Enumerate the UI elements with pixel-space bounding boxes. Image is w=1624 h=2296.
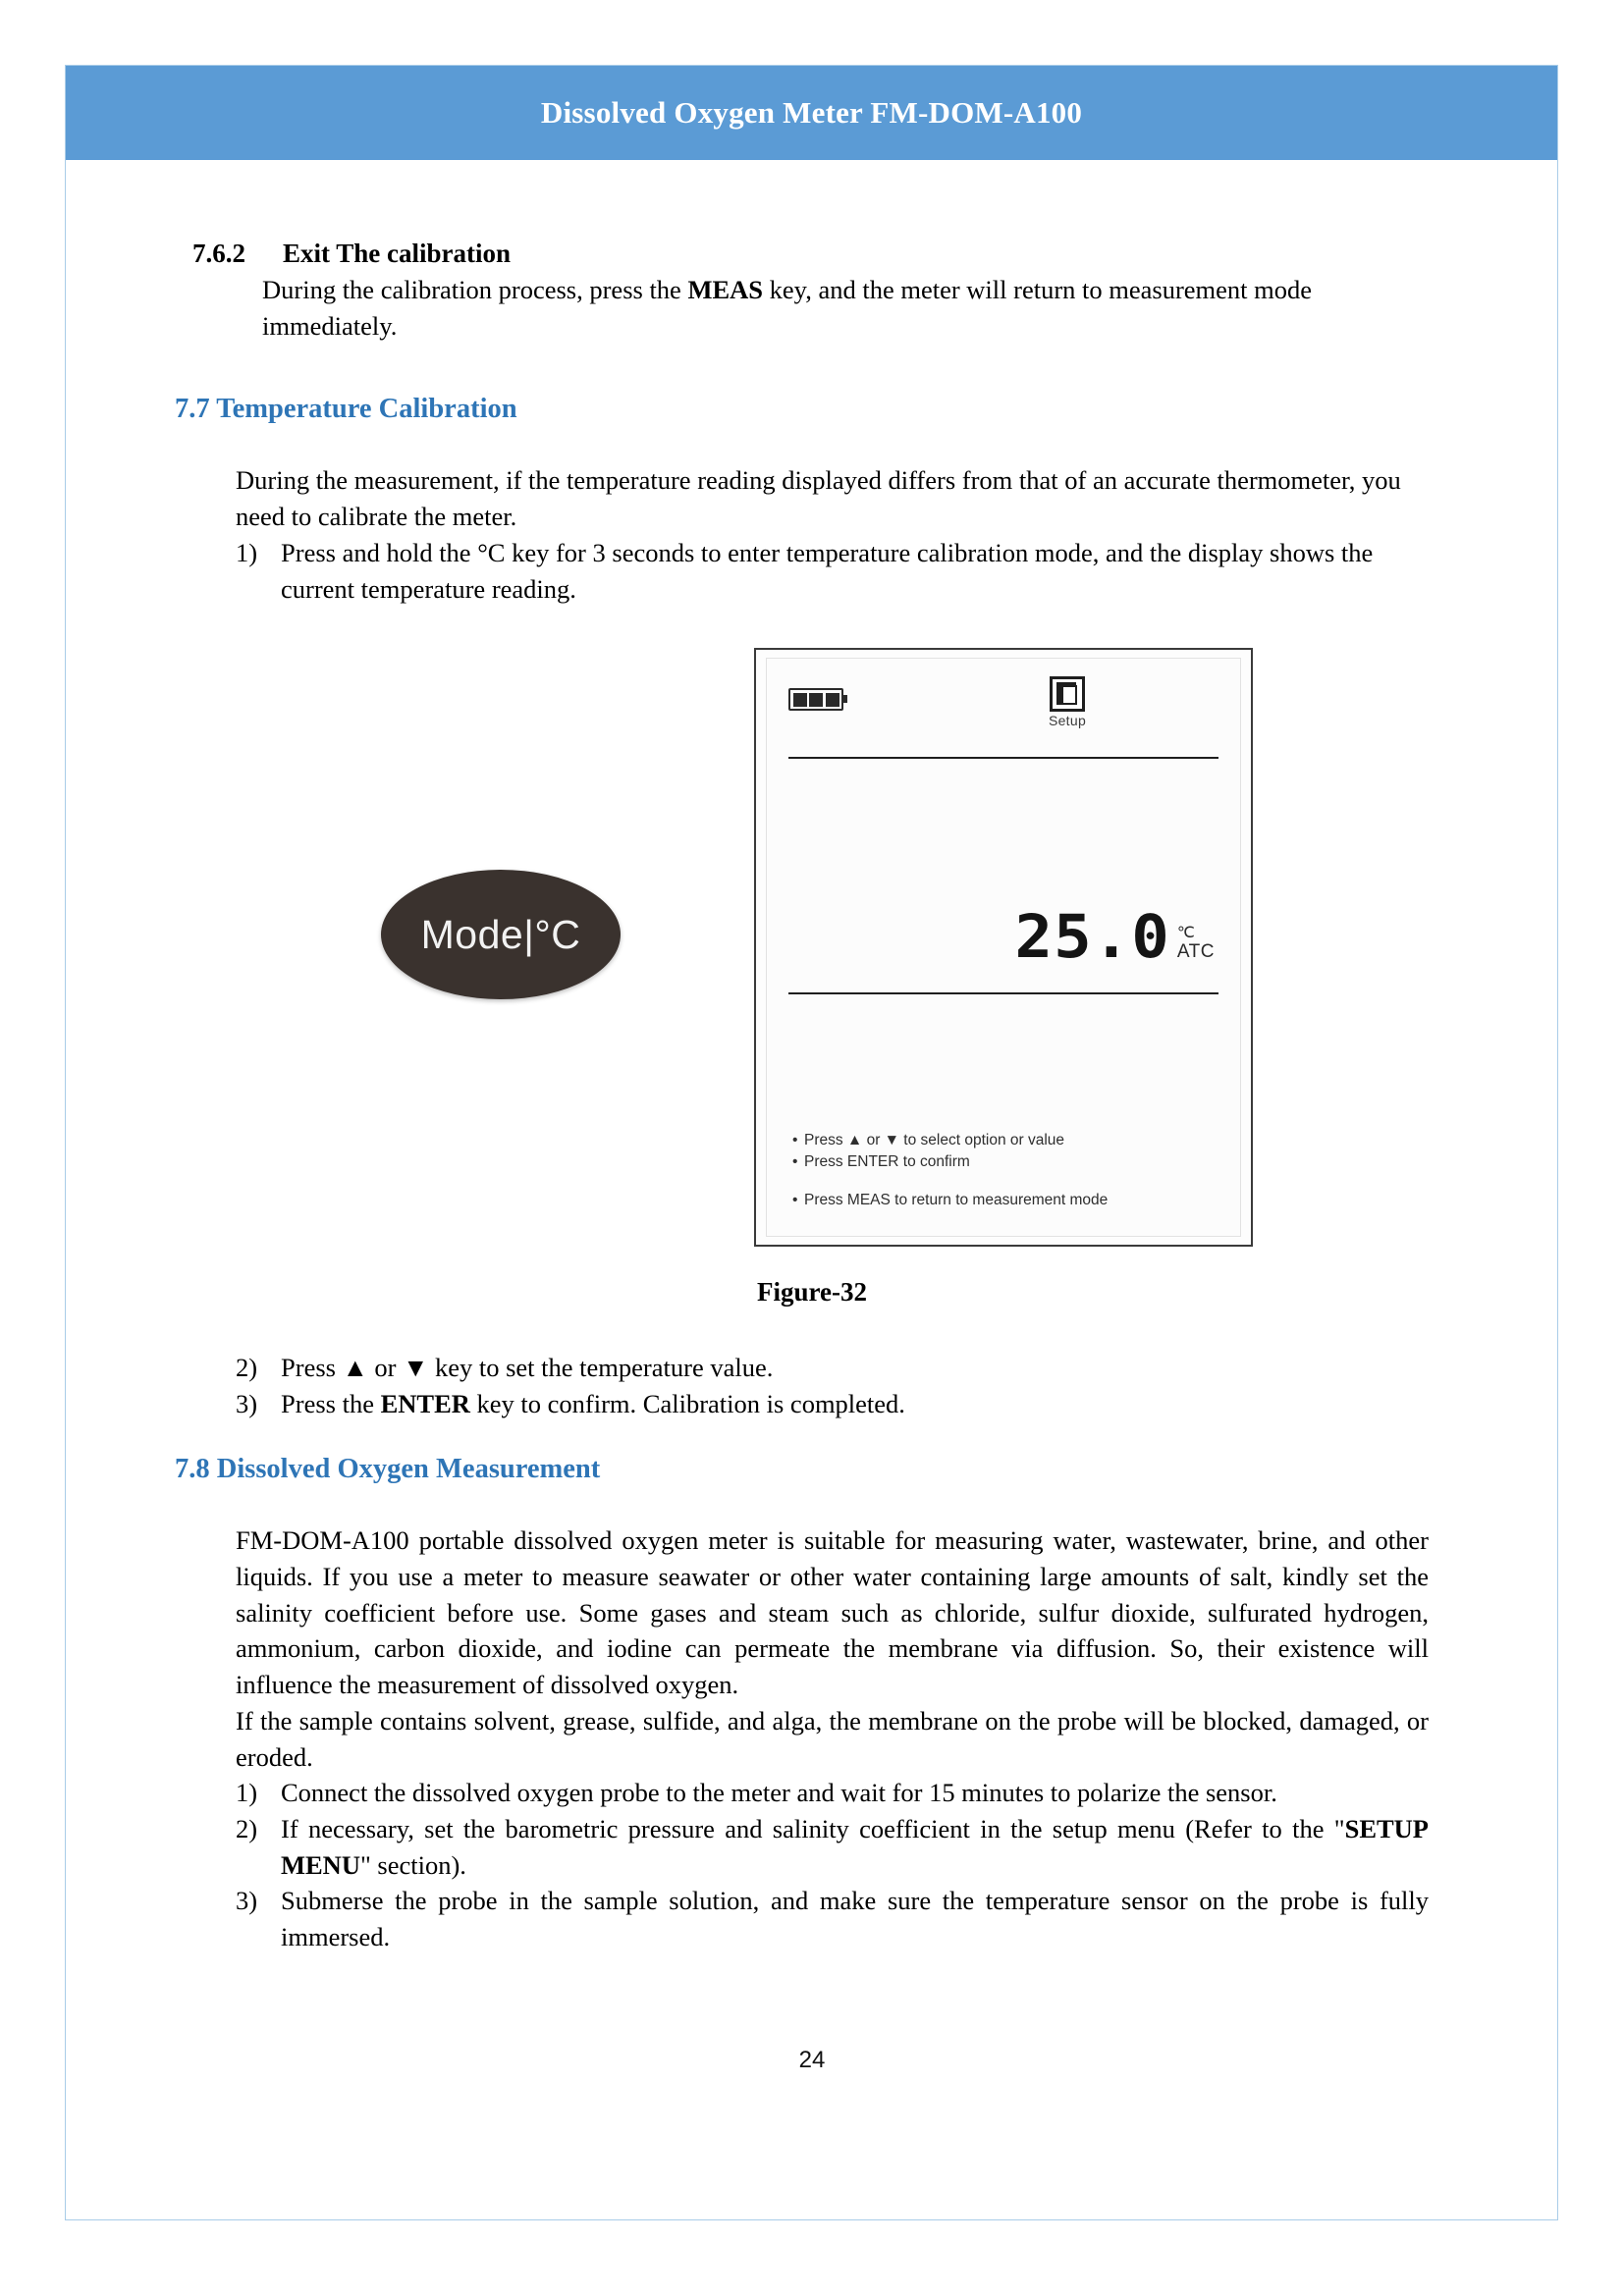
paragraph-7-6-2-part2: key, and the meter will return to measurement mode immediately.	[262, 275, 1313, 341]
battery-icon	[788, 688, 843, 711]
paragraph-7-6-2-part1: During the calibration process, press the	[262, 275, 688, 304]
paragraph-7-6-2	[262, 272, 1426, 345]
lcd-divider-bottom	[788, 992, 1218, 994]
lcd-hint-text: Press ▲ or ▼ to select option or value	[804, 1132, 1065, 1148]
section-title-7-6-2: Exit The calibration	[283, 239, 512, 268]
lcd-hint-item	[792, 1190, 1226, 1211]
list-text-part1: Press the	[281, 1388, 381, 1418]
mode-celsius-key[interactable]	[381, 870, 621, 999]
list-marker: 1)	[236, 1778, 258, 1807]
setup-icon-page-front	[1061, 685, 1077, 705]
list-text	[281, 1811, 1429, 1884]
section-heading-7-8: 7.8 Dissolved Oxygen Measurement	[175, 1454, 601, 1484]
setup-menu-label: SETUP MENU	[281, 1813, 1429, 1880]
enter-key-label: ENTER	[380, 1388, 470, 1418]
lcd-hint-list	[792, 1130, 1226, 1211]
lcd-screen	[766, 658, 1241, 1237]
list-text: Submerse the probe in the sample solution, and make sure the temperature sensor on the probe is fully immersed.	[281, 1886, 1429, 1952]
lcd-reading-value: 25.0	[1014, 902, 1170, 972]
setup-indicator	[1033, 676, 1102, 728]
figure-caption: Figure-32	[757, 1277, 867, 1307]
bullet-icon: •	[792, 1132, 798, 1148]
bullet-icon: •	[792, 1192, 798, 1208]
page-header-band	[66, 66, 1557, 160]
list-item	[236, 535, 1429, 607]
list-marker: 3)	[236, 1388, 258, 1418]
list-text: Press and hold the °C key for 3 seconds to enter temperature calibration mode, and the display shows the current temperature reading.	[281, 538, 1374, 604]
list-text	[281, 1386, 1429, 1422]
list-item	[236, 1775, 1429, 1811]
list-item	[236, 1386, 1429, 1422]
list-item	[236, 1350, 1429, 1386]
meas-key-label: MEAS	[687, 275, 764, 304]
battery-cell	[809, 693, 823, 707]
lcd-reading-units	[1177, 925, 1215, 965]
list-text: Press ▲ or ▼ key to set the temperature value.	[281, 1353, 774, 1382]
lcd-hint-item	[792, 1130, 1226, 1151]
lcd-unit-atc: ATC	[1176, 941, 1215, 963]
lcd-hint-text: Press MEAS to return to measurement mode	[804, 1192, 1109, 1208]
list-marker: 2)	[236, 1813, 258, 1843]
battery-cell	[826, 693, 839, 707]
setup-indicator-label: Setup	[1048, 713, 1087, 728]
battery-cell	[793, 693, 807, 707]
lcd-temperature-reading	[1014, 902, 1215, 972]
paragraph-7-8-1: FM-DOM-A100 portable dissolved oxygen meter is suitable for measuring water, wastewater, brine, and other liquids. If you use a meter to measure seawater or other water containing large amounts of salt, kindly set the salinity coefficient before use. Some gases and steam such as chloride, sulfur dioxide, sulfurated hydrogen, ammonium, carbon dioxide, and iodine can permeate the membrane via diffusion. So, their existence will influence the measurement of dissolved oxygen.	[236, 1525, 1429, 1700]
lcd-display-panel	[754, 648, 1253, 1247]
section-heading-7-6-2	[192, 237, 1371, 270]
list-marker: 1)	[236, 538, 258, 567]
lcd-divider-top	[788, 757, 1218, 759]
section-heading-7-7: 7.7 Temperature Calibration	[175, 394, 517, 424]
paragraph-7-8-2: If the sample contains solvent, grease, sulfide, and alga, the membrane on the probe will be blocked, damaged, or eroded.	[236, 1706, 1429, 1772]
lcd-unit-celsius: ℃	[1176, 925, 1195, 942]
list-text-part1: If necessary, set the barometric pressure and salinity coefficient in the setup menu (Refer to the "	[281, 1813, 1345, 1843]
paragraph-7-7: During the measurement, if the temperature reading displayed differs from that of an accurate thermometer, you need to calibrate the meter.	[236, 465, 1401, 531]
list-marker: 3)	[236, 1886, 258, 1916]
page-header-title: Dissolved Oxygen Meter FM-DOM-A100	[540, 95, 1083, 130]
list-text-part2: key to confirm. Calibration is completed.	[469, 1388, 905, 1418]
bullet-icon: •	[792, 1153, 798, 1170]
steps-list-7-8	[236, 1775, 1429, 1955]
steps-list-7-7	[236, 535, 1429, 607]
mode-celsius-key-label: Mode|°C	[420, 911, 581, 957]
steps-list-7-7-continued	[236, 1350, 1429, 1421]
list-item	[236, 1811, 1429, 1884]
list-text: Connect the dissolved oxygen probe to the meter and wait for 15 minutes to polarize the sensor.	[281, 1778, 1277, 1807]
list-text-part2: " section).	[359, 1849, 466, 1880]
section-number-7-6-2: 7.6.2	[192, 239, 245, 268]
lcd-hint-text: Press ENTER to confirm	[804, 1153, 970, 1170]
list-marker: 2)	[236, 1353, 258, 1382]
lcd-hint-item	[792, 1151, 1226, 1173]
page-number: 24	[798, 2047, 826, 2073]
setup-icon	[1050, 676, 1085, 712]
figure-32-area	[0, 648, 1624, 1256]
list-item	[236, 1883, 1429, 1955]
lcd-status-bar	[767, 676, 1240, 755]
